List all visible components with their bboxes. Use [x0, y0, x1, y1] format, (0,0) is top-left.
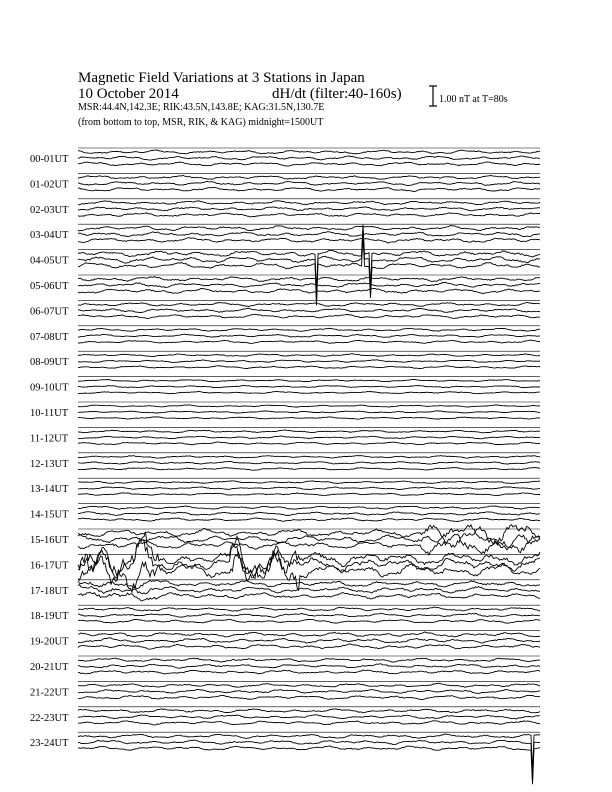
trace-msr — [78, 366, 540, 369]
trace-rik — [78, 282, 540, 287]
trace-kag — [78, 277, 540, 282]
hour-label: 05-06UT — [30, 281, 69, 292]
hour-label: 07-08UT — [30, 331, 69, 343]
trace-rik — [78, 715, 540, 719]
trace-kag — [78, 607, 540, 611]
hour-label: 22-23UT — [30, 712, 69, 724]
trace-msr — [78, 670, 540, 674]
order-note: (from bottom to top, MSR, RIK, & KAG) midnight=1500UT — [78, 117, 324, 128]
trace-kag — [78, 683, 540, 687]
trace-rik — [78, 638, 540, 643]
trace-msr — [78, 493, 540, 496]
chart-title: Magnetic Field Variations at 3 Stations in Japan — [78, 70, 365, 86]
hour-label: 00-01UT — [30, 154, 69, 165]
hour-label: 06-07UT — [30, 306, 69, 318]
trace-rik — [78, 411, 540, 413]
trace-msr — [78, 237, 540, 305]
trace-msr — [78, 213, 540, 217]
filter-label: dH/dt (filter:40-160s) — [272, 86, 402, 102]
trace-rik — [78, 664, 540, 668]
hour-label: 10-11UT — [30, 408, 69, 419]
trace-rik — [78, 181, 540, 185]
trace-msr — [78, 288, 540, 293]
trace-kag — [78, 525, 540, 543]
trace-rik — [78, 740, 540, 782]
trace-kag — [78, 354, 540, 357]
trace-msr — [78, 392, 540, 394]
hour-label: 14-15UT — [30, 509, 69, 521]
trace-msr — [78, 518, 540, 522]
hour-label: 15-16UT — [30, 535, 69, 546]
hour-label: 16-17UT — [30, 560, 69, 572]
hour-label: 19-20UT — [30, 636, 69, 648]
scale-label: 1.00 nT at T=80s — [439, 94, 508, 105]
trace-msr — [78, 619, 540, 623]
trace-kag — [78, 532, 540, 578]
trace-kag — [78, 328, 540, 331]
trace-kag — [78, 430, 540, 433]
trace-kag — [78, 456, 540, 459]
hour-label: 01-02UT — [30, 179, 69, 191]
trace-rik — [78, 308, 540, 312]
trace-rik — [78, 360, 540, 363]
trace-kag — [78, 302, 540, 306]
trace-msr — [78, 417, 540, 419]
trace-kag — [78, 175, 540, 179]
trace-msr — [78, 721, 540, 725]
trace-kag — [78, 632, 540, 637]
trace-rik — [78, 156, 540, 160]
hour-label: 17-18UT — [30, 585, 69, 597]
trace-rik — [78, 334, 540, 337]
trace-kag — [78, 506, 540, 509]
trace-rik — [78, 512, 540, 516]
trace-kag — [78, 226, 540, 231]
chart-date: 10 October 2014 — [78, 86, 179, 102]
trace-msr — [78, 695, 540, 699]
hour-label: 02-03UT — [30, 204, 69, 216]
hour-label: 21-22UT — [30, 687, 69, 699]
hour-label: 08-09UT — [30, 357, 69, 369]
trace-rik — [78, 461, 540, 464]
trace-kag — [78, 580, 540, 589]
trace-kag — [78, 658, 540, 662]
trace-rik — [78, 386, 540, 388]
hour-label: 23-24UT — [30, 738, 69, 750]
trace-msr — [78, 162, 540, 166]
hour-label: 03-04UT — [30, 230, 69, 242]
trace-msr — [78, 314, 540, 318]
trace-kag — [78, 150, 540, 154]
hour-label: 09-10UT — [30, 382, 69, 394]
hour-label: 04-05UT — [30, 255, 69, 267]
trace-rik — [78, 690, 540, 694]
trace-kag — [78, 734, 540, 772]
trace-rik — [78, 487, 540, 490]
trace-rik — [78, 232, 540, 237]
hour-label: 13-14UT — [30, 484, 69, 496]
trace-kag — [78, 379, 540, 381]
hour-label: 11-12UT — [30, 433, 69, 445]
trace-msr — [78, 187, 540, 191]
trace-msr — [78, 467, 540, 470]
trace-kag — [78, 405, 540, 407]
trace-msr — [78, 340, 540, 343]
trace-kag — [78, 709, 540, 713]
trace-msr — [78, 644, 540, 649]
trace-rik — [78, 540, 540, 585]
trace-rik — [78, 585, 540, 594]
hour-label: 20-21UT — [30, 662, 69, 673]
trace-rik — [78, 207, 540, 211]
trace-kag — [78, 201, 540, 205]
trace-rik — [78, 436, 540, 439]
trace-msr — [78, 442, 540, 445]
hour-label: 12-13UT — [30, 458, 69, 470]
trace-rik — [78, 613, 540, 617]
stations-label: MSR:44.4N,142.3E; RIK:43.5N,143.8E; KAG:31.5N,130.7E — [78, 102, 325, 113]
trace-kag — [78, 481, 540, 484]
trace-msr — [78, 238, 540, 243]
hour-label: 18-19UT — [30, 611, 69, 623]
trace-msr — [78, 746, 540, 784]
